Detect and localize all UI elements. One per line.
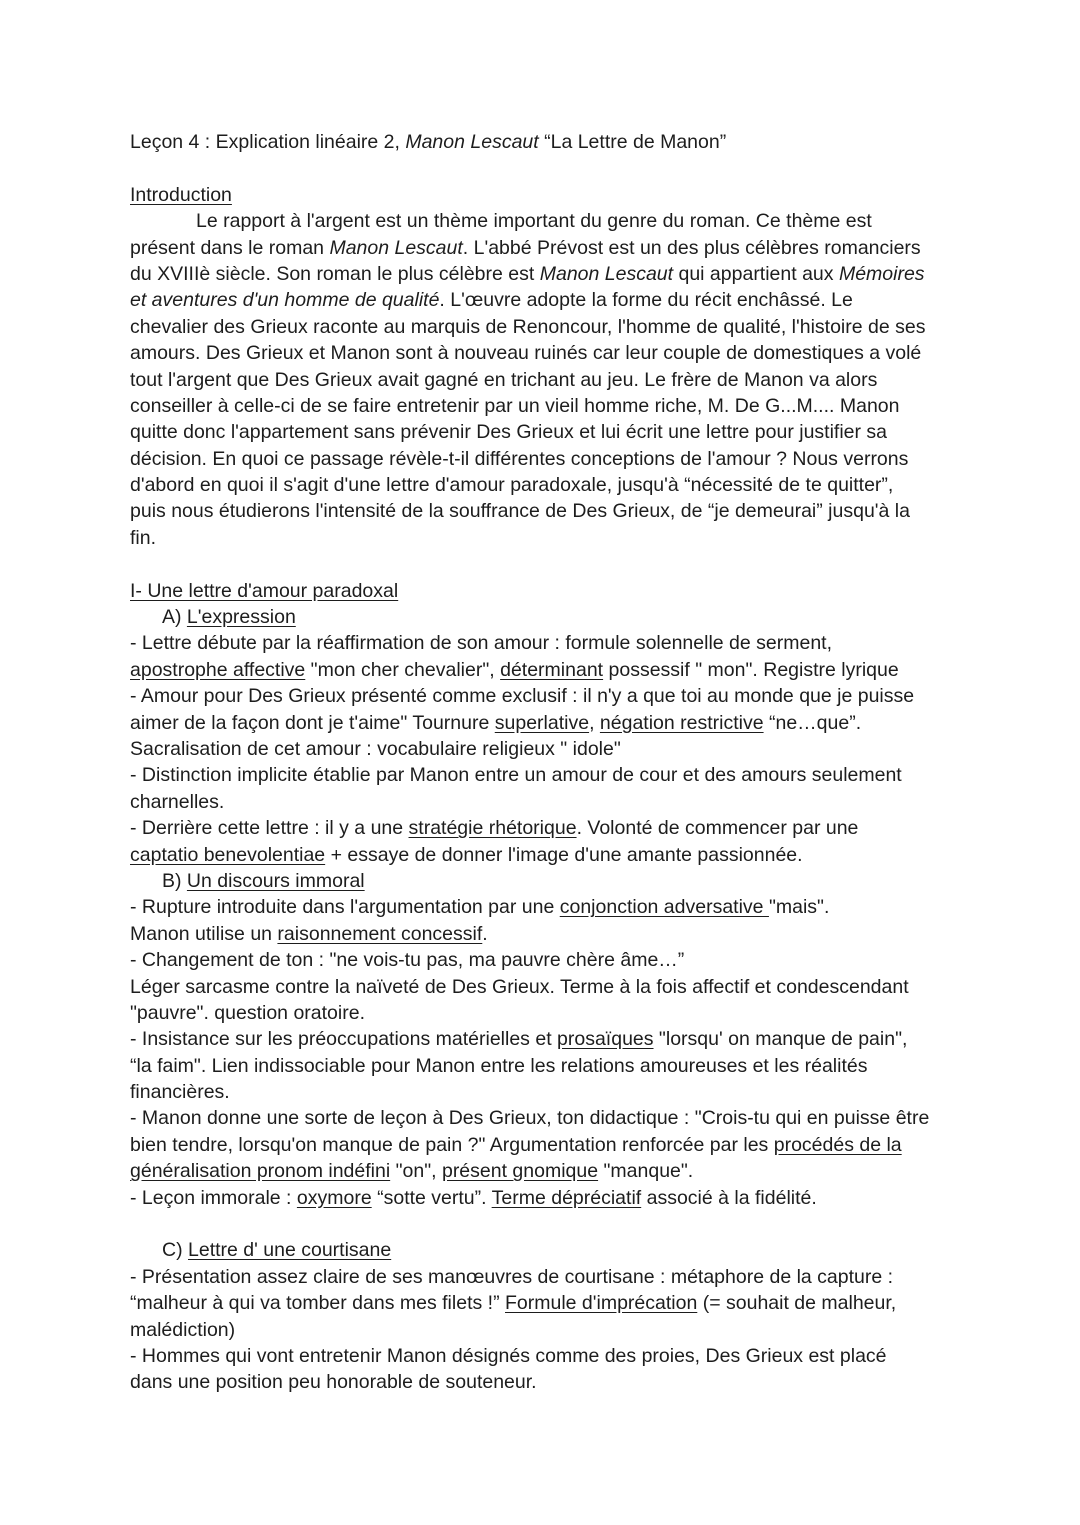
section-a-line: Sacralisation de cet amour : vocabulaire religieux " idole" <box>130 737 621 760</box>
intro-line: puis nous étudierons l'intensité de la souffrance de Des Grieux, de “je demeurai” jusqu'à la <box>130 500 910 523</box>
section-b-line: généralisation pronom indéfini "on", présent gnomique "manque". <box>130 1160 694 1183</box>
section-b-line: financières. <box>130 1081 230 1104</box>
section-a-line: - Amour pour Des Grieux présenté comme exclusif : il n'y a que toi au monde que je puisse <box>130 685 915 708</box>
intro-line: d'abord en quoi il s'agit d'une lettre d'amour paradoxale, jusqu'à “nécessité de te quitter”, <box>130 474 894 497</box>
intro-heading: Introduction <box>130 183 232 206</box>
section-a-line: apostrophe affective "mon cher chevalier", déterminant possessif " mon". Registre lyrique <box>130 658 899 681</box>
section-c-line: malédiction) <box>130 1318 236 1341</box>
section-a-line: - Distinction implicite établie par Manon entre un amour de cour et des amours seulement <box>130 764 902 787</box>
section-b-line: - Changement de ton : "ne vois-tu pas, ma pauvre chère âme…” <box>130 949 685 972</box>
section-b-line: - Leçon immorale : oxymore “sotte vertu”. Terme dépréciatif associé à la fidélité. <box>130 1186 817 1209</box>
intro-line: fin. <box>130 526 157 549</box>
section-c-line: - Hommes qui vont entretenir Manon désignés comme des proies, Des Grieux est placé <box>130 1344 887 1367</box>
section-b-line: - Rupture introduite dans l'argumentation par une conjonction adversative "mais". <box>130 896 830 919</box>
intro-line: amours. Des Grieux et Manon sont à nouveau ruinés car leur couple de domestiques a volé <box>130 342 922 365</box>
section-b-line: "pauvre". question oratoire. <box>130 1001 365 1024</box>
lesson-title: Leçon 4 : Explication linéaire 2, Manon Lescaut “La Lettre de Manon” <box>130 131 727 153</box>
intro-line: du XVIIIè siècle. Son roman le plus célèbre est Manon Lescaut qui appartient aux Mémoires <box>130 262 925 285</box>
intro-line: tout l'argent que Des Grieux avait gagné en trichant au jeu. Le frère de Manon va alors <box>130 368 878 391</box>
intro-line: chevalier des Grieux raconte au marquis de Renoncour, l'homme de qualité, l'histoire de ses <box>130 315 926 338</box>
section-b-line: - Manon donne une sorte de leçon à Des Grieux, ton didactique : "Crois-tu qui en puisse être <box>130 1107 930 1130</box>
section-a-line: aimer de la façon dont je t'aime" Tournure superlative, négation restrictive “ne…que”. <box>130 711 862 734</box>
section-b-line: “la faim". Lien indissociable pour Manon entre les relations amoureuses et les réalités <box>130 1054 868 1077</box>
section-b-line: Léger sarcasme contre la naïveté de Des Grieux. Terme à la fois affectif et condescendant <box>130 975 909 998</box>
part1-heading: I- Une lettre d'amour paradoxal <box>130 579 399 602</box>
section-a-line: captatio benevolentiae + essaye de donner l'image d'une amante passionnée. <box>130 843 803 866</box>
intro-line: présent dans le roman Manon Lescaut. L'abbé Prévost est un des plus célèbres romanciers <box>130 236 921 259</box>
section-a-heading: A) L'expression <box>162 606 296 629</box>
intro-line: quitte donc l'appartement sans prévenir Des Grieux et lui écrit une lettre pour justifier sa <box>130 421 888 444</box>
intro-line: décision. En quoi ce passage révèle-t-il différentes conceptions de l'amour ? Nous verrons <box>130 447 909 470</box>
section-b-line: Manon utilise un raisonnement concessif. <box>130 922 488 945</box>
document-page <box>130 129 960 1396</box>
section-c-line: “malheur à qui va tomber dans mes filets !” Formule d'imprécation (= souhait de malheur, <box>130 1292 897 1315</box>
section-c-line: - Présentation assez claire de ses manœuvres de courtisane : métaphore de la capture : <box>130 1265 894 1288</box>
section-c-heading: C) Lettre d' une courtisane <box>162 1239 392 1262</box>
section-b-heading: B) Un discours immoral <box>162 869 365 892</box>
section-b-line: bien tendre, lorsqu'on manque de pain ?" Argumentation renforcée par les procédés de la <box>130 1133 902 1156</box>
section-c-line: dans une position peu honorable de souteneur. <box>130 1371 537 1394</box>
section-a-line: charnelles. <box>130 790 225 813</box>
section-b-line: - Insistance sur les préoccupations matérielles et prosaïques "lorsqu' on manque de pain", <box>130 1028 908 1051</box>
section-a-line: - Derrière cette lettre : il y a une stratégie rhétorique. Volonté de commencer par une <box>130 817 859 840</box>
intro-line: Le rapport à l'argent est un thème important du genre du roman. Ce thème est <box>196 210 872 233</box>
intro-line: conseiller à celle-ci de se faire entretenir par un vieil homme riche, M. De G...M.... Manon <box>130 394 900 417</box>
intro-line: et aventures d'un homme de qualité. L'œuvre adopte la forme du récit enchâssé. Le <box>130 289 853 312</box>
section-a-line: - Lettre débute par la réaffirmation de son amour : formule solennelle de serment, <box>130 632 833 655</box>
work-title: Manon Lescaut <box>405 131 539 153</box>
